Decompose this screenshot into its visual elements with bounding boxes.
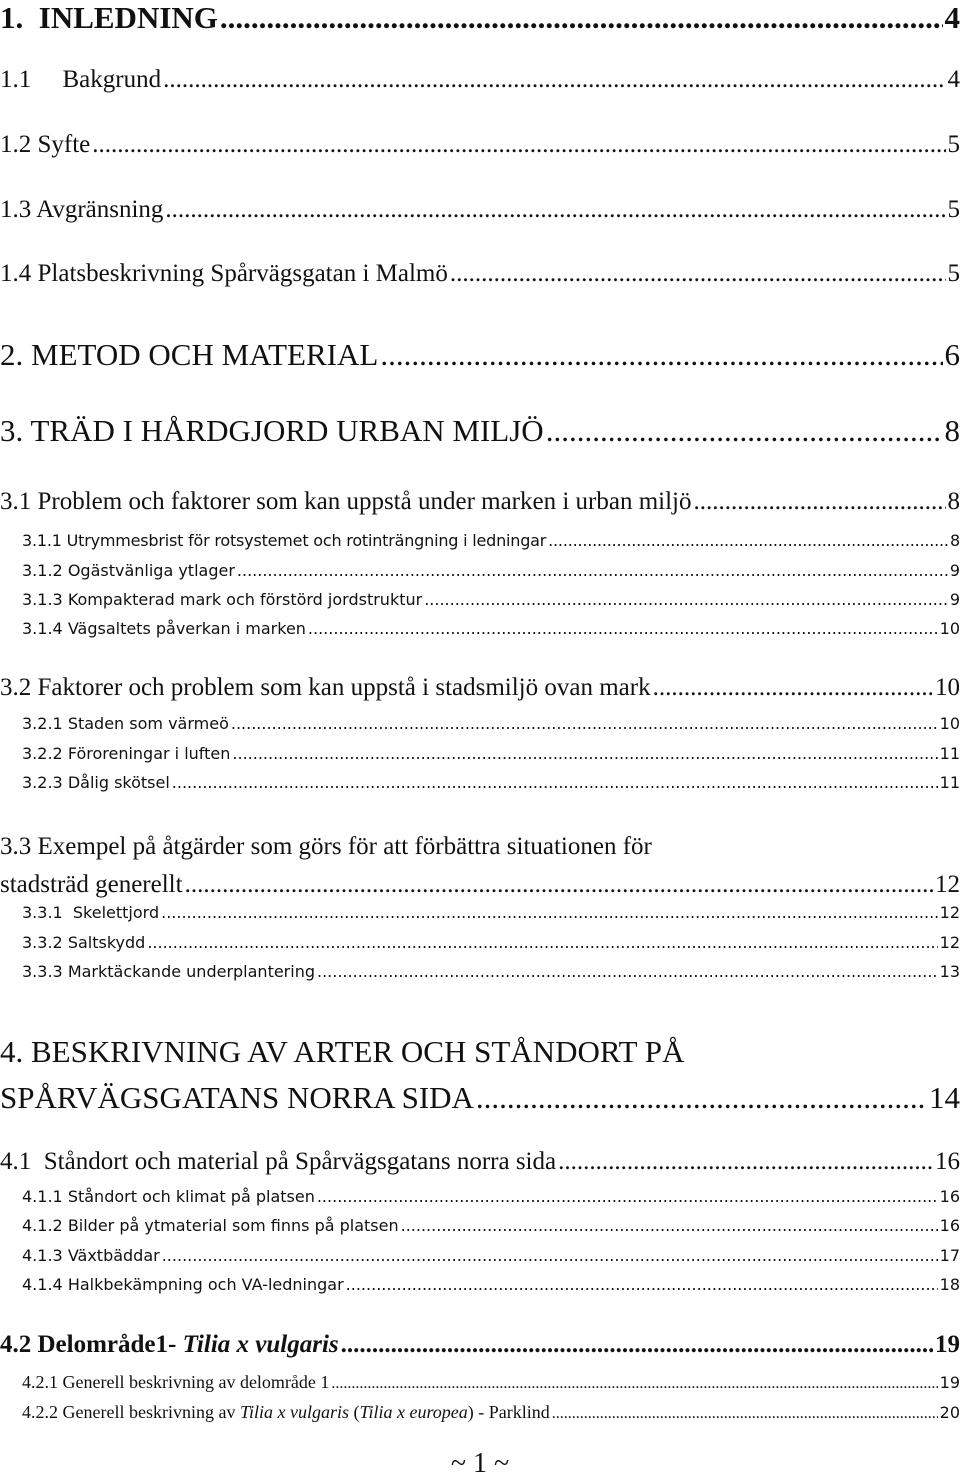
toc-number: 3.1.1 bbox=[22, 531, 62, 550]
toc-title: Problem och faktorer som kan uppstå under marken i urban miljö bbox=[37, 488, 692, 515]
toc-number: 3.2.1 bbox=[22, 714, 63, 733]
toc-leader-dots bbox=[380, 337, 942, 373]
toc-entry-3-2-3[interactable] bbox=[0, 773, 960, 792]
toc-page-number: 9 bbox=[949, 561, 960, 580]
toc-leader-dots bbox=[317, 1187, 938, 1206]
toc-leader-dots bbox=[165, 196, 945, 224]
toc-page-number: 12 bbox=[939, 933, 960, 952]
toc-entry-4-1-1[interactable] bbox=[0, 1187, 960, 1206]
toc-entry-1-2[interactable] bbox=[0, 131, 960, 159]
toc-entry-3-3-3[interactable] bbox=[0, 962, 960, 981]
toc-entry-4-1-4[interactable] bbox=[0, 1275, 960, 1294]
toc-number: 3.3 bbox=[0, 833, 32, 860]
toc-leader-dots bbox=[401, 1216, 938, 1235]
toc-title: Generell beskrivning av bbox=[62, 1402, 240, 1422]
toc-number: 1.1 bbox=[0, 66, 32, 93]
toc-leader-dots bbox=[92, 131, 945, 159]
toc-page-number: 11 bbox=[939, 773, 960, 792]
toc-page-number: 17 bbox=[939, 1246, 960, 1265]
toc-title: Bilder på ytmaterial som finns på platsen bbox=[67, 1216, 399, 1235]
toc-title: Generell beskrivning av delområde 1 bbox=[62, 1372, 330, 1392]
toc-leader-dots bbox=[237, 561, 948, 580]
toc-entry-1-3[interactable] bbox=[0, 196, 960, 224]
toc-entry-3-1-2[interactable] bbox=[0, 561, 960, 580]
toc-entry-4-2[interactable] bbox=[0, 1331, 960, 1359]
toc-title: TRÄD I HÅRDGJORD URBAN MILJÖ bbox=[30, 413, 544, 448]
toc-page-number: 16 bbox=[939, 1216, 960, 1235]
toc-page-number: 18 bbox=[939, 1275, 960, 1294]
toc-page-number: 5 bbox=[947, 131, 960, 158]
toc-page-number: 4 bbox=[947, 66, 960, 93]
toc-number: 3.2 bbox=[0, 674, 32, 701]
toc-page-number: 20 bbox=[939, 1403, 960, 1422]
toc-leader-dots bbox=[548, 531, 948, 550]
toc-leader-dots bbox=[331, 1375, 937, 1393]
toc-entry-4-1-3[interactable] bbox=[0, 1246, 960, 1265]
toc-title-part: ( bbox=[348, 1402, 360, 1422]
toc-leader-dots bbox=[231, 714, 938, 733]
toc-leader-dots bbox=[694, 488, 946, 516]
toc-number: 3.1 bbox=[0, 488, 32, 515]
toc-title: Dålig skötsel bbox=[67, 773, 170, 792]
toc-title: Vägsaltets påverkan i marken bbox=[67, 619, 306, 638]
toc-entry-4-2-2[interactable] bbox=[0, 1402, 960, 1423]
toc-title: Avgränsning bbox=[36, 196, 164, 223]
toc-title: Skelettjord bbox=[72, 903, 160, 922]
toc-leader-dots bbox=[232, 744, 937, 763]
toc-number: 4.2.2 bbox=[22, 1402, 58, 1422]
toc-title-species: Tilia x vulgaris bbox=[182, 1331, 339, 1358]
toc-leader-dots bbox=[424, 590, 948, 609]
toc-leader-dots bbox=[172, 773, 938, 792]
toc-number: 1.3 bbox=[0, 196, 32, 223]
toc-entry-4[interactable] bbox=[0, 1029, 960, 1121]
toc-page-number: 14 bbox=[929, 1080, 960, 1115]
toc-page-number: 9 bbox=[949, 590, 960, 609]
toc-title: BESKRIVNING AV ARTER OCH STÅNDORT PÅ bbox=[31, 1034, 685, 1069]
toc-page-number: 5 bbox=[947, 260, 960, 287]
toc-page-number: 8 bbox=[950, 531, 960, 550]
toc-number: 4.1.1 bbox=[22, 1187, 63, 1206]
toc-leader-dots bbox=[161, 903, 938, 922]
toc-entry-1-4[interactable] bbox=[0, 260, 960, 288]
toc-number: 1. bbox=[0, 0, 24, 35]
toc-entry-4-1-2[interactable] bbox=[0, 1216, 960, 1235]
toc-title: Delområde1- bbox=[37, 1331, 183, 1358]
toc-number: 4.1.3 bbox=[22, 1246, 63, 1265]
toc-leader-dots bbox=[450, 260, 946, 288]
toc-page-number: 19 bbox=[939, 1373, 960, 1392]
toc-leader-dots bbox=[476, 1075, 927, 1121]
toc-page-number: 10 bbox=[939, 619, 960, 638]
toc-number: 3.3.2 bbox=[22, 933, 63, 952]
toc-entry-3-1-3[interactable] bbox=[0, 590, 960, 609]
toc-leader-dots bbox=[162, 1246, 938, 1265]
toc-leader-dots bbox=[552, 1405, 938, 1423]
page-footer-number: ~ 1 ~ bbox=[450, 1448, 510, 1479]
toc-title: Staden som värmeö bbox=[67, 714, 229, 733]
toc-title-continued: stadsträd generellt bbox=[0, 871, 183, 898]
toc-title-species-alt: Tilia x europea bbox=[359, 1402, 468, 1422]
toc-title: Föroreningar i luften bbox=[67, 744, 231, 763]
toc-title: Växtbäddar bbox=[67, 1246, 160, 1265]
toc-number: 3.2.2 bbox=[22, 744, 63, 763]
toc-number: 4.2 bbox=[0, 1331, 32, 1358]
toc-title-continued: SPÅRVÄGSGATANS NORRA SIDA bbox=[0, 1080, 474, 1115]
toc-number: 3.1.3 bbox=[22, 590, 63, 609]
toc-number: 3.2.3 bbox=[22, 773, 63, 792]
toc-number: 4.1.4 bbox=[22, 1275, 63, 1294]
toc-leader-dots bbox=[147, 933, 937, 952]
toc-page-number: 5 bbox=[947, 196, 960, 223]
toc-number: 2. bbox=[0, 337, 24, 372]
toc-leader-dots bbox=[653, 674, 933, 702]
toc-page-number: 19 bbox=[935, 1331, 960, 1358]
toc-title-part: ) - Parklind bbox=[467, 1402, 550, 1422]
toc-page-number: 11 bbox=[939, 744, 960, 763]
toc-entry-3-1[interactable] bbox=[0, 488, 960, 516]
toc-leader-dots bbox=[346, 1275, 938, 1294]
toc-entry-3-1-4[interactable] bbox=[0, 619, 960, 638]
toc-title: Marktäckande underplantering bbox=[67, 962, 315, 981]
toc-page-number: 16 bbox=[939, 1187, 960, 1206]
toc-leader-dots bbox=[341, 1331, 933, 1359]
toc-leader-dots bbox=[308, 619, 938, 638]
toc-title: Bakgrund bbox=[62, 66, 162, 93]
toc-number: 4.1.2 bbox=[22, 1216, 63, 1235]
toc-number: 4.1 bbox=[0, 1148, 32, 1175]
toc-leader-dots bbox=[317, 962, 938, 981]
toc-page-number: 6 bbox=[944, 337, 960, 372]
toc-entry-3-2-1[interactable] bbox=[0, 714, 960, 733]
toc-number: 3.3.3 bbox=[22, 962, 63, 981]
toc-number: 3. bbox=[0, 413, 24, 448]
toc-title: Syfte bbox=[37, 131, 91, 158]
toc-title: Ståndort och material på Spårvägsgatans norra sida bbox=[43, 1148, 557, 1175]
toc-page-number: 12 bbox=[939, 903, 960, 922]
toc-entry-4-1[interactable] bbox=[0, 1148, 960, 1176]
toc-entry-3-3[interactable] bbox=[0, 828, 960, 904]
toc-entry-3-3-2[interactable] bbox=[0, 933, 960, 952]
toc-entry-3-2-2[interactable] bbox=[0, 744, 960, 763]
toc-number: 1.2 bbox=[0, 131, 32, 158]
toc-entry-3-2[interactable] bbox=[0, 674, 960, 702]
toc-number: 3.3.1 bbox=[22, 903, 63, 922]
toc-page-number: 13 bbox=[939, 962, 960, 981]
toc-title-species: Tilia x vulgaris bbox=[239, 1402, 349, 1422]
toc-number: 4. bbox=[0, 1034, 24, 1069]
toc-page-number: 10 bbox=[939, 714, 960, 733]
toc-number: 4.2.1 bbox=[22, 1372, 58, 1392]
toc-page-number: 12 bbox=[935, 871, 960, 898]
toc-page-number: 4 bbox=[944, 0, 960, 35]
toc-entry-3-1-1[interactable] bbox=[0, 531, 960, 550]
toc-leader-dots bbox=[220, 0, 943, 36]
toc-page-number: 16 bbox=[935, 1148, 960, 1175]
toc-number: 3.1.4 bbox=[22, 619, 63, 638]
toc-number: 1.4 bbox=[0, 260, 32, 287]
toc-leader-dots bbox=[185, 866, 933, 904]
toc-title: Saltskydd bbox=[67, 933, 146, 952]
toc-leader-dots bbox=[163, 66, 945, 94]
toc-entry-1-1[interactable] bbox=[0, 66, 960, 94]
toc-page-number: 8 bbox=[947, 488, 960, 515]
toc-title: METOD OCH MATERIAL bbox=[31, 337, 379, 372]
toc-title: Ståndort och klimat på platsen bbox=[67, 1187, 315, 1206]
toc-entry-3[interactable] bbox=[0, 413, 960, 449]
toc-page-number: 8 bbox=[944, 413, 960, 448]
toc-page-number: 10 bbox=[935, 674, 960, 701]
toc-entry-4-2-1[interactable] bbox=[0, 1372, 960, 1393]
toc-title: Exempel på åtgärder som görs för att förbättra situationen för bbox=[37, 833, 652, 860]
toc-number: 3.1.2 bbox=[22, 561, 63, 580]
toc-title: Faktorer och problem som kan uppstå i stadsmiljö ovan mark bbox=[37, 674, 651, 701]
toc-leader-dots bbox=[558, 1148, 933, 1176]
toc-title: Platsbeskrivning Spårvägsgatan i Malmö bbox=[37, 260, 448, 287]
toc-title: Halkbekämpning och VA-ledningar bbox=[67, 1275, 344, 1294]
toc-entry-3-3-1[interactable] bbox=[0, 903, 960, 922]
toc-entry-2[interactable] bbox=[0, 337, 960, 373]
toc-title: INLEDNING bbox=[38, 0, 218, 35]
toc-title: Ogästvänliga ytlager bbox=[67, 561, 235, 580]
toc-leader-dots bbox=[546, 413, 943, 449]
toc-title: Kompakterad mark och förstörd jordstruktur bbox=[67, 590, 423, 609]
toc-entry-1[interactable] bbox=[0, 0, 960, 36]
toc-title: Utrymmesbrist för rotsystemet och rotinträngning i ledningar bbox=[66, 531, 547, 550]
